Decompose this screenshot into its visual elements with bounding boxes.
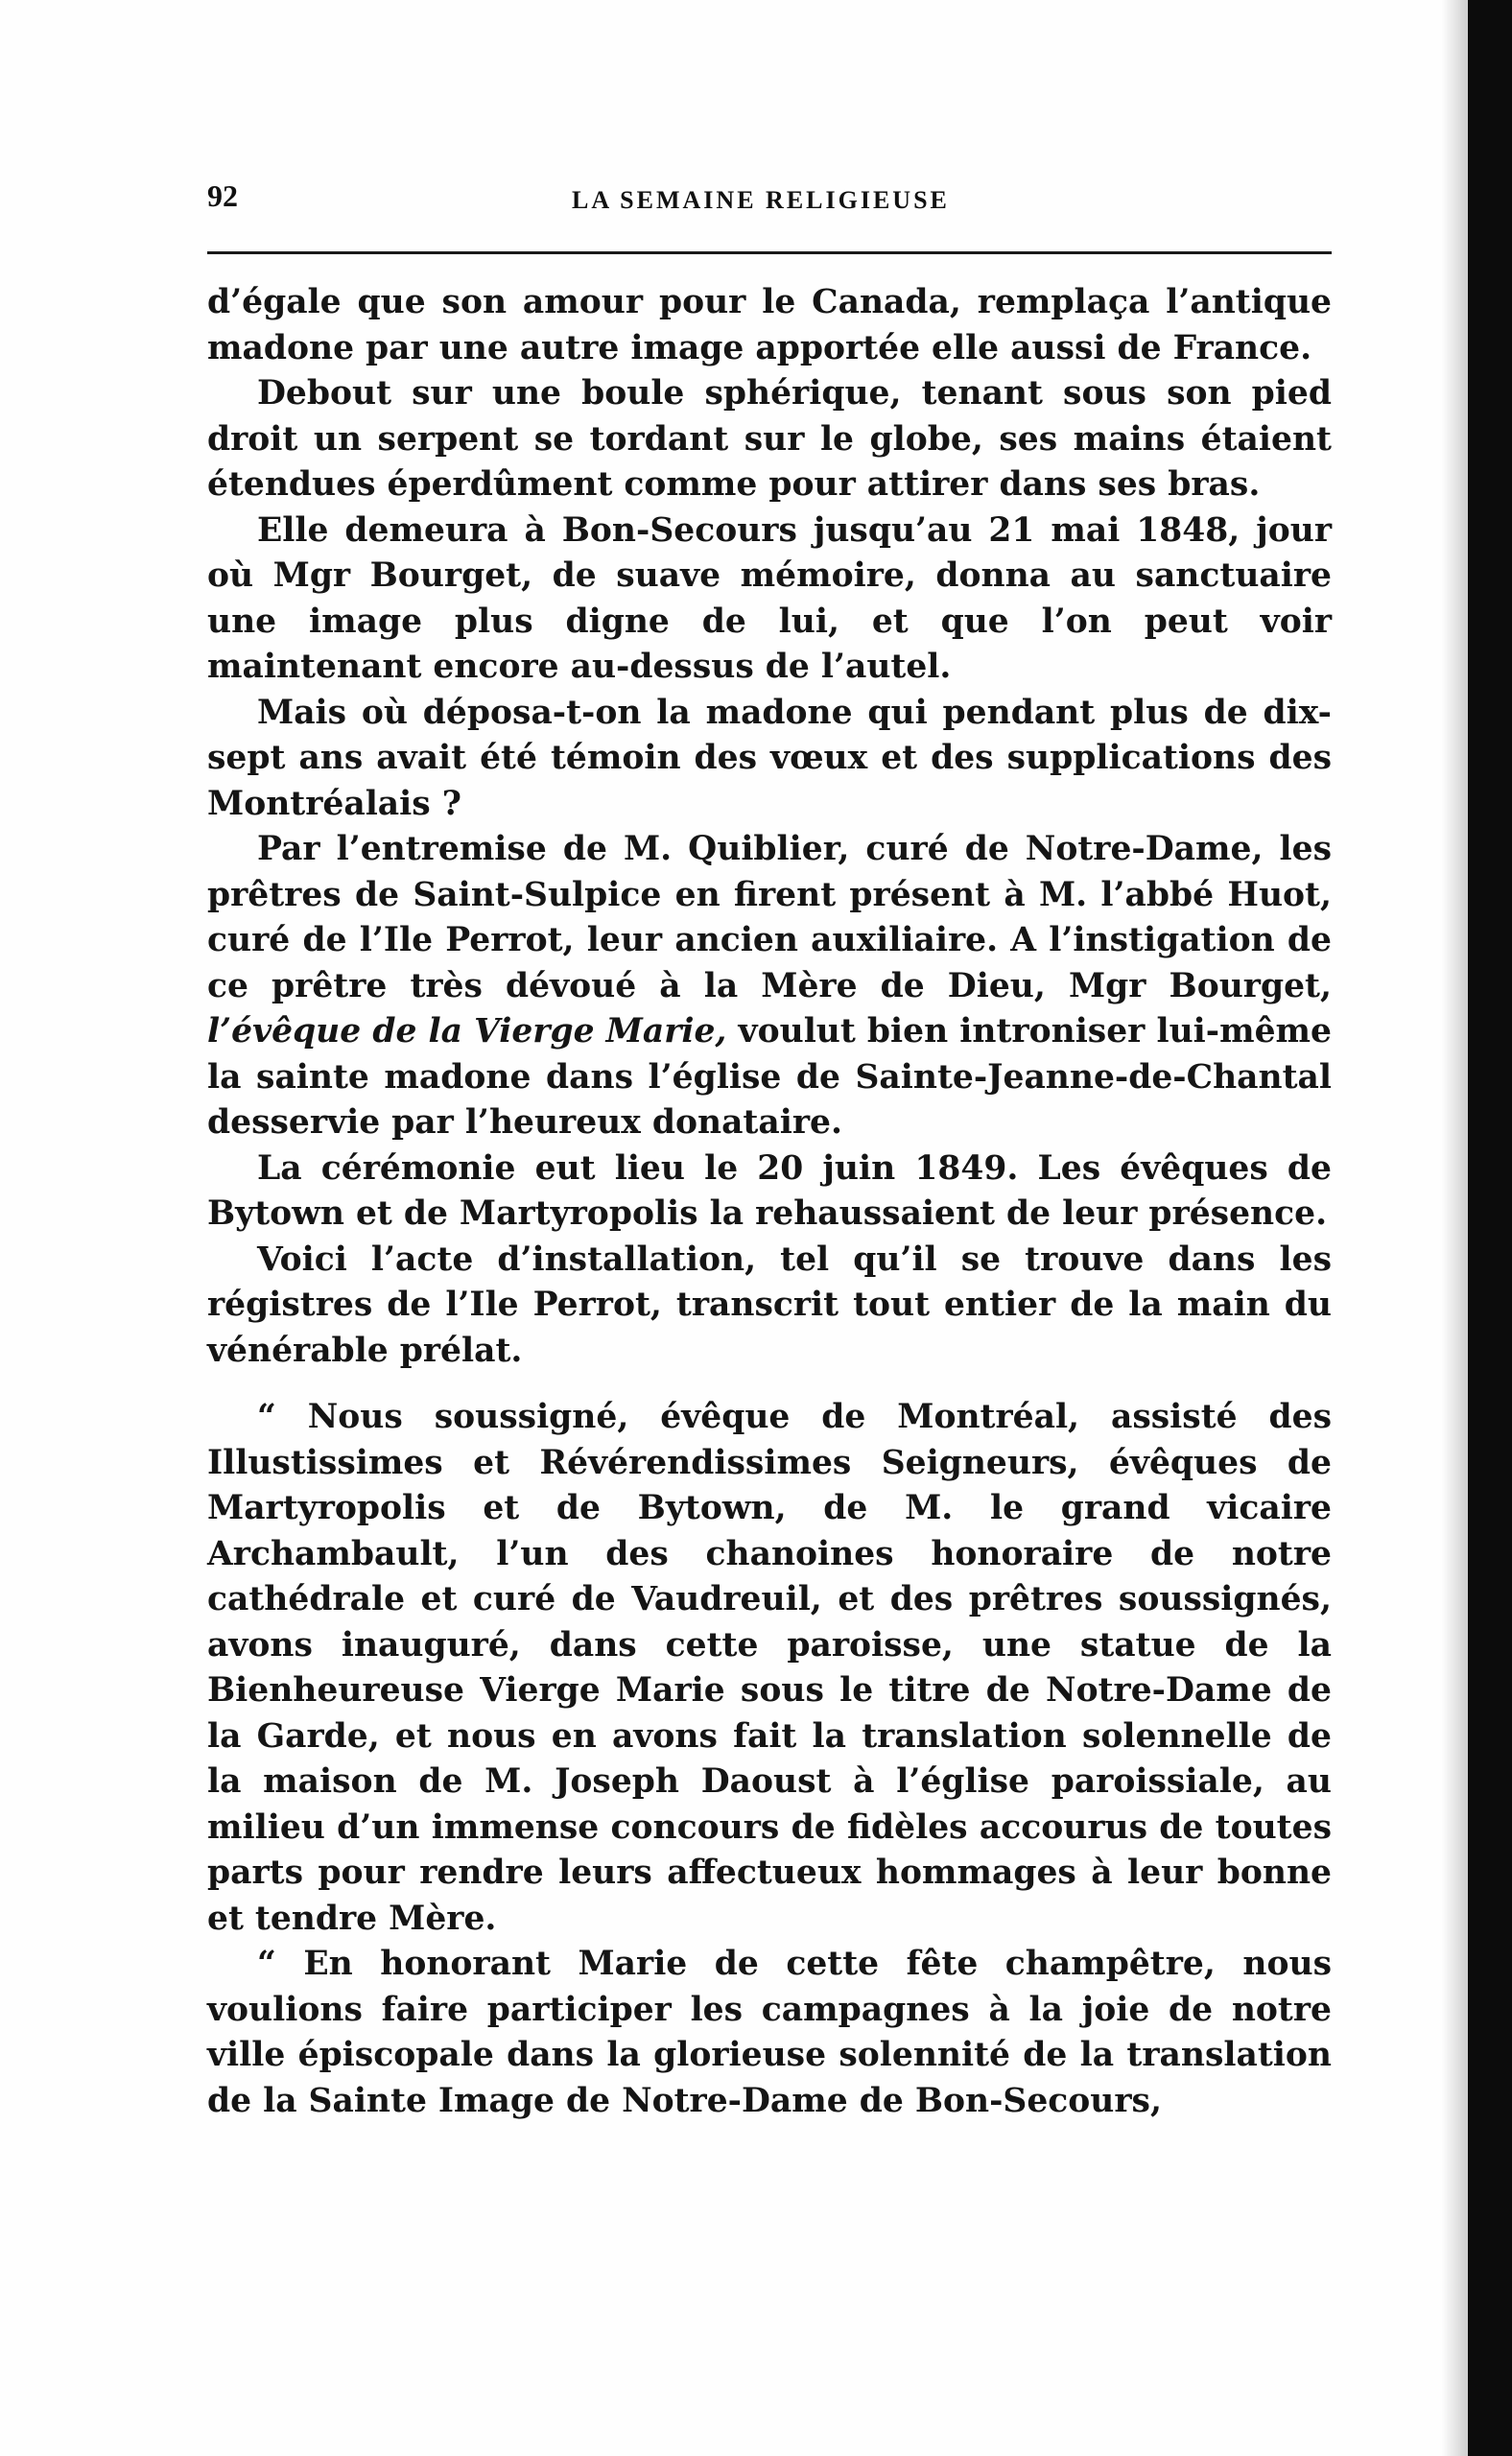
scan-edge-shadow xyxy=(1441,0,1468,2456)
body-text xyxy=(207,280,1332,2124)
paragraph-5-text-after: voulut bien introniser lui-même la sainte madone dans l’église de Sainte-Jeanne-de-Chantal desservie par l’heureux donataire. xyxy=(207,1012,1332,1142)
paragraph-3: Elle demeura à Bon-Secours jusqu’au 21 mai 1848, jour où Mgr Bourget, de suave mémoire, donna au sanctuaire une image plus digne de lui, et que l’on peut voir maintenant encore au-dessus de l’autel. xyxy=(207,510,1332,686)
running-head xyxy=(207,178,1332,226)
header-rule xyxy=(207,251,1332,254)
quoted-act-paragraph-2: “ En honorant Marie de cette fête champêtre, nous voulions faire participer les campagnes à la joie de notre ville épiscopale dans la glorieuse solennité de la translation de la Sainte Image de Notre-Dame de Bon-Secours, xyxy=(207,1945,1332,2120)
paragraph-5-italic-epithet: l’évêque de la Vierge Marie, xyxy=(207,1012,727,1051)
paragraph-5-text-before: Par l’entremise de M. Quiblier, curé de Notre-Dame, les prêtres de Saint-Sulpice en firent présent à M. l’abbé Huot, curé de l’Ile Perrot, leur ancien auxiliaire. A l’instigation de ce prêtre très dévoué à la Mère de Dieu, Mgr Bourget, xyxy=(207,830,1332,1005)
paragraph-5 xyxy=(207,827,1332,1146)
page-number: 92 xyxy=(207,178,238,213)
scan-border-right xyxy=(1468,0,1512,2456)
paragraph-4: Mais où déposa-t-on la madone qui pendant plus de dix-sept ans avait été témoin des vœux et des supplications des Montréalais ? xyxy=(207,693,1332,823)
paragraph-2: Debout sur une boule sphérique, tenant sous son pied droit un serpent se tordant sur le globe, ses mains étaient étendues éperdûment comme pour attirer dans ses bras. xyxy=(207,374,1332,504)
quoted-act-paragraph-1: “ Nous soussigné, évêque de Montréal, assisté des Illustissimes et Révérendissimes Seigneurs, évêques de Martyropolis et de Bytown, de M. le grand vicaire Archambault, l’un des chanoines honoraire de notre cathédrale et curé de Vaudreuil, et des prêtres soussignés, avons inauguré, dans cette paroisse, une statue de la Bienheureuse Vierge Marie sous le titre de Notre-Dame de la Garde, et nous en avons fait la translation solennelle de la maison de M. Joseph Daoust à l’église paroissiale, au milieu d’un immense concours de fidèles accourus de toutes parts pour rendre leurs affectueux hommages à leur bonne et tendre Mère. xyxy=(207,1398,1332,1938)
paragraph-1: d’égale que son amour pour le Canada, remplaça l’antique madone par une autre image apportée elle aussi de France. xyxy=(207,283,1332,367)
paragraph-6: La cérémonie eut lieu le 20 juin 1849. Les évêques de Bytown et de Martyropolis la rehaussaient de leur présence. xyxy=(207,1148,1332,1233)
journal-title: LA SEMAINE RELIGIEUSE xyxy=(572,186,950,214)
paragraph-7: Voici l’acte d’installation, tel qu’il se trouve dans les régistres de l’Ile Perrot, transcrit tout entier de la main du vénérable prélat. xyxy=(207,1240,1332,1370)
